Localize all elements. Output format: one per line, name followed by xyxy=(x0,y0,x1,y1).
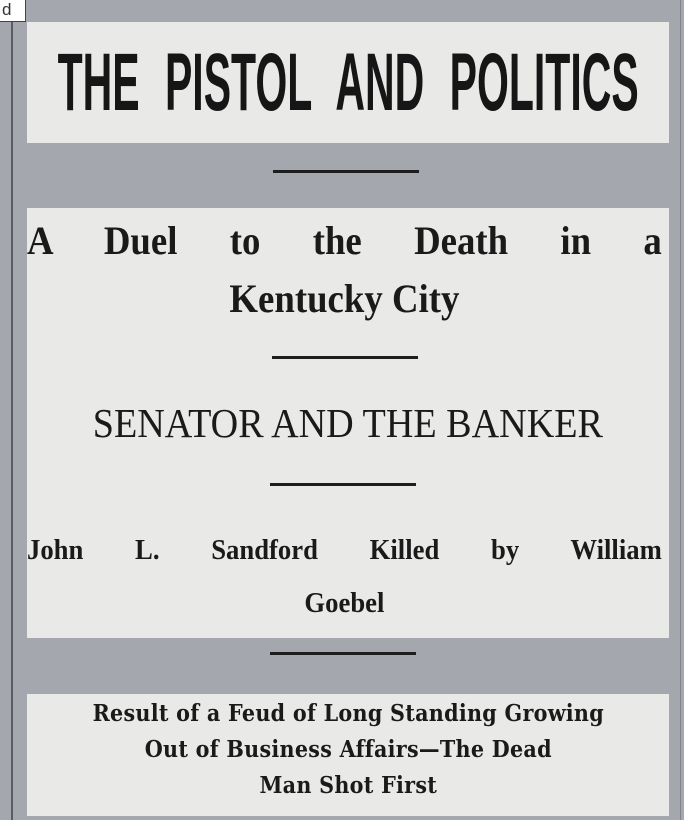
headline: THE PISTOL AND POLITICS xyxy=(57,36,639,128)
deck-headline-3-line-2: Goebel xyxy=(304,587,385,619)
corner-tag: d xyxy=(0,0,26,22)
deck-headline-3 xyxy=(27,524,662,630)
deck-block xyxy=(27,208,669,638)
summary-line-2: Out of Business Affairs—The Dead xyxy=(144,736,552,763)
summary-block xyxy=(27,694,669,816)
summary-text xyxy=(27,696,670,804)
separator-rule xyxy=(272,356,418,359)
deck-headline-1-line-2: Kentucky City xyxy=(229,276,460,321)
column-rule-right xyxy=(680,0,681,820)
headline-block xyxy=(27,22,669,143)
deck-headline-1 xyxy=(27,212,662,328)
deck-headline-2: SENATOR AND THE BANKER xyxy=(92,400,603,446)
separator-rule xyxy=(270,483,416,486)
deck-headline-1-line-1: A Duel to the Death in a xyxy=(27,218,662,263)
deck-headline-3-line-1: John L. Sandford Killed by William xyxy=(27,534,662,566)
summary-line-3: Man Shot First xyxy=(259,772,438,799)
column-rule-left xyxy=(11,0,13,820)
separator-rule xyxy=(273,170,419,173)
summary-line-1: Result of a Feud of Long Standing Growing xyxy=(92,700,605,727)
separator-rule xyxy=(270,652,416,655)
